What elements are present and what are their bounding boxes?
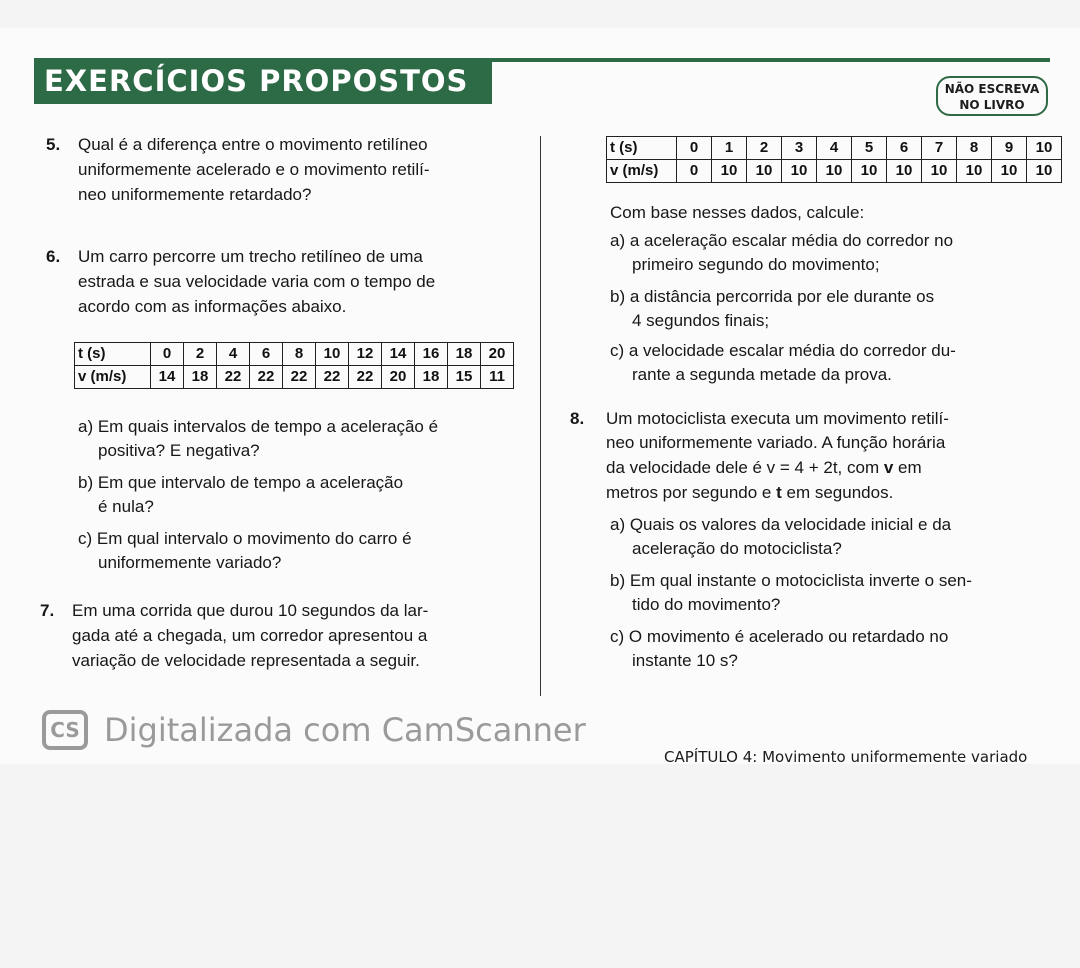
section-title: EXERCÍCIOS PROPOSTOS xyxy=(44,64,469,98)
chapter-footer: CAPÍTULO 4: Movimento uniformemente variado xyxy=(664,748,1028,766)
q6-c-line-1: c) Em qual intervalo o movimento do carro é xyxy=(78,529,412,548)
q8-a-line-2: aceleração do motociclista? xyxy=(632,539,842,558)
q8-line-2: neo uniformemente variado. A função horária xyxy=(606,433,946,452)
q7-b-line-2: 4 segundos finais; xyxy=(632,311,770,330)
q7-a-line-2: primeiro segundo do movimento; xyxy=(632,255,880,274)
q6-line-2: estrada e sua velocidade varia com o tempo de xyxy=(78,272,436,291)
question-5: 5. Qual é a diferença entre o movimento retilíneo xyxy=(46,135,428,154)
q6-line-3: acordo com as informações abaixo. xyxy=(78,297,347,316)
camscanner-logo-icon: CS xyxy=(42,710,88,750)
q8-b-line-2: tido do movimento? xyxy=(632,595,781,614)
q6-c-line-2: uniformemente variado? xyxy=(98,553,282,572)
q8-line-3: da velocidade dele é v = 4 + 2t, com v em xyxy=(606,458,922,477)
q8-line-4: metros por segundo e t em segundos. xyxy=(606,483,894,502)
q6-time-row: t (s) 0 2 4 6 8 10 12 14 16 18 20 xyxy=(75,343,514,366)
q6-velocity-row: v (m/s) 14 18 22 22 22 22 22 20 18 15 11 xyxy=(75,366,514,389)
q8-c-line-1: c) O movimento é acelerado ou retardado no xyxy=(610,627,949,646)
q6-a-line-2: positiva? E negativa? xyxy=(98,441,260,460)
do-not-write-badge: NÃO ESCREVA NO LIVRO xyxy=(936,76,1048,116)
q7-c-line-1: c) a velocidade escalar média do corredor du- xyxy=(610,341,956,360)
q8-a-line-1: a) Quais os valores da velocidade inicial e da xyxy=(610,515,952,534)
q7-a-line-1: a) a aceleração escalar média do corredor no xyxy=(610,231,954,250)
question-7: 7. Em uma corrida que durou 10 segundos da lar- xyxy=(40,601,429,620)
camscanner-watermark xyxy=(42,710,586,750)
q8-b-line-1: b) Em qual instante o motociclista inverte o sen- xyxy=(610,571,972,590)
question-6: 6. Um carro percorre um trecho retilíneo de uma xyxy=(46,247,423,266)
q7-line-2: gada até a chegada, um corredor apresentou a xyxy=(72,626,428,645)
question-8: 8. Um motociclista executa um movimento retilí- xyxy=(570,409,949,428)
q6-a-line-1: a) Em quais intervalos de tempo a aceleração é xyxy=(78,417,439,436)
q5-line-3: neo uniformemente retardado? xyxy=(78,185,312,204)
q8-c-line-2: instante 10 s? xyxy=(632,651,738,670)
q7-velocity-row: v (m/s) 0 10 10 10 10 10 10 10 10 10 10 xyxy=(607,160,1062,183)
textbook-page xyxy=(0,28,1080,764)
q7-line-3: variação de velocidade representada a seguir. xyxy=(72,651,420,670)
q7-data-table xyxy=(606,136,1062,183)
q7-c-line-2: rante a segunda metade da prova. xyxy=(632,365,892,384)
q5-line-2: uniformemente acelerado e o movimento retilí- xyxy=(78,160,430,179)
q7-intro: Com base nesses dados, calcule: xyxy=(610,203,865,222)
column-divider xyxy=(540,136,541,696)
q7-time-row: t (s) 0 1 2 3 4 5 6 7 8 9 10 xyxy=(607,137,1062,160)
watermark-text: Digitalizada com CamScanner xyxy=(104,711,586,749)
q6-data-table xyxy=(74,342,514,389)
q6-b-line-2: é nula? xyxy=(98,497,154,516)
q7-b-line-1: b) a distância percorrida por ele durante os xyxy=(610,287,935,306)
q6-b-line-1: b) Em que intervalo de tempo a aceleração xyxy=(78,473,404,492)
